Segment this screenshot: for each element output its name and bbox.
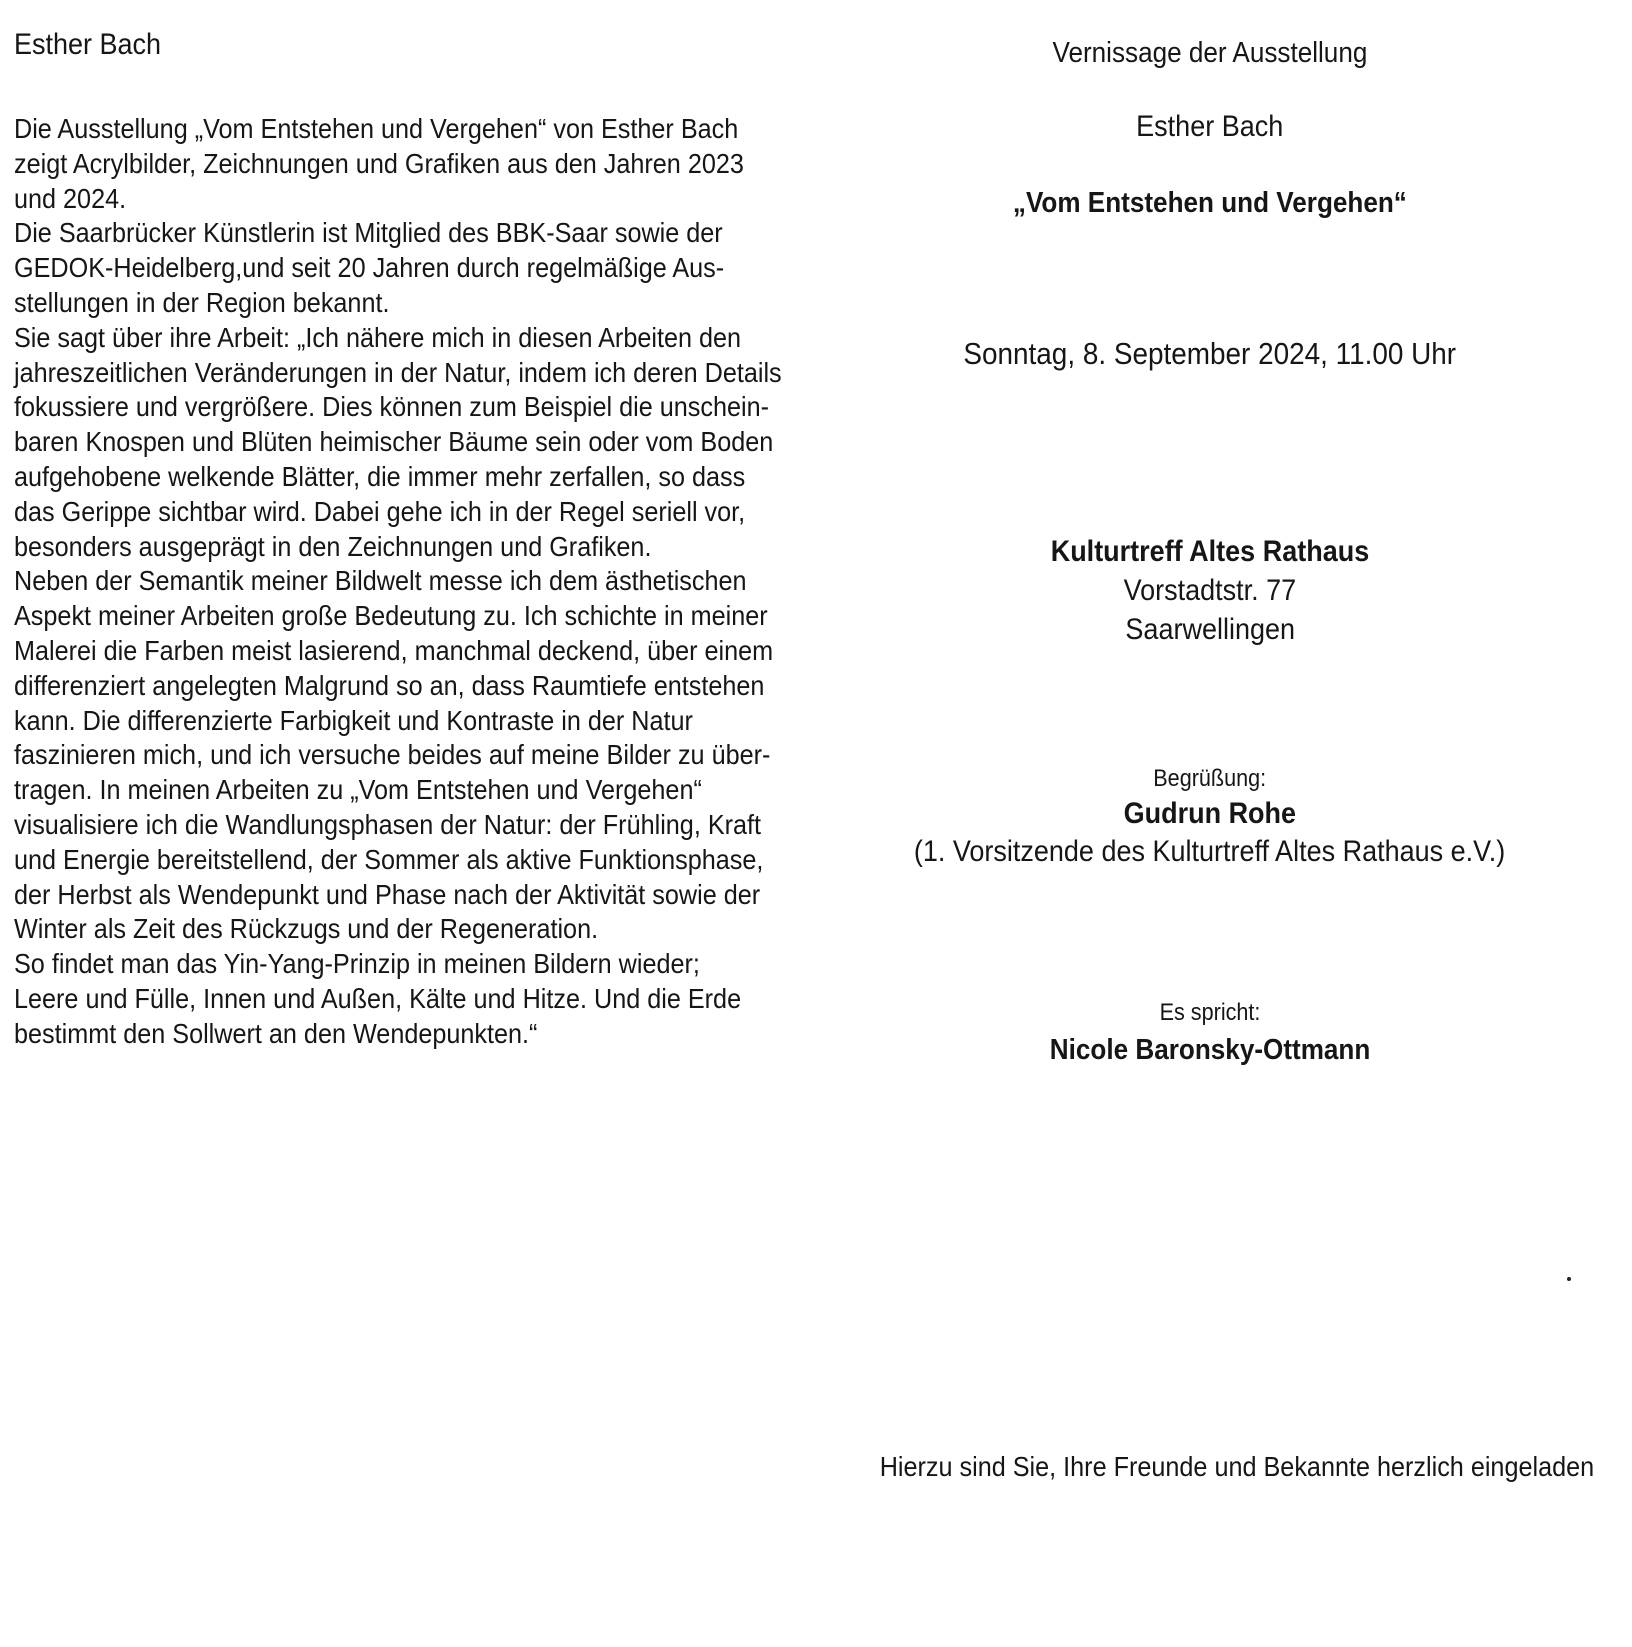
- venue-name-text: Kulturtreff Altes Rathaus: [1050, 535, 1370, 568]
- author-heading: Esther Bach: [14, 28, 162, 61]
- description-line: Leere und Fülle, Innen und Außen, Kälte und Hitze. Und die Erde: [14, 982, 742, 1014]
- venue-town: [840, 612, 1580, 648]
- greeting-label: [840, 764, 1580, 794]
- venue-street: [840, 573, 1580, 609]
- speaker-label: [840, 998, 1580, 1028]
- exhibition-title-text: „Vom Entstehen und Vergehen“: [1013, 187, 1407, 219]
- speaker-name-text: Nicole Baronsky-Ottmann: [1049, 1034, 1371, 1066]
- description-line: differenziert angelegten Malgrund so an, dass Raumtiefe entstehen: [14, 669, 765, 701]
- left-column: [14, 28, 814, 62]
- description-line: Die Saarbrücker Künstlerin ist Mitglied des BBK-Saar sowie der: [14, 217, 723, 249]
- scan-speck: [1567, 1277, 1571, 1281]
- description-line: Aspekt meiner Arbeiten große Bedeutung zu. Ich schichte in meiner: [14, 600, 768, 632]
- exhibition-description: [14, 112, 806, 1052]
- venue-name: [840, 534, 1580, 570]
- vernissage-heading: [840, 36, 1580, 70]
- greeting-label-text: Begrüßung:: [1153, 765, 1267, 792]
- description-line: Malerei die Farben meist lasierend, manchmal deckend, über einem: [14, 634, 774, 666]
- venue-street-text: Vorstadtstr. 77: [1123, 574, 1297, 607]
- description-line: aufgehobene welkende Blätter, die immer mehr zerfallen, so dass: [14, 460, 746, 492]
- description-line: Sie sagt über ihre Arbeit: „Ich nähere mich in diesen Arbeiten den: [14, 321, 742, 353]
- invitation-line: [840, 1450, 1595, 1484]
- event-date-text: Sonntag, 8. September 2024, 11.00 Uhr: [963, 336, 1457, 371]
- greeting-speaker-role: [840, 834, 1580, 870]
- description-line: fokussiere und vergrößere. Dies können zum Beispiel die unschein-: [14, 391, 770, 423]
- event-date: [840, 336, 1580, 372]
- speaker-name: [840, 1032, 1580, 1068]
- description-line: faszinieren mich, und ich versuche beides auf meine Bilder zu über-: [14, 739, 771, 771]
- description-line: tragen. In meinen Arbeiten zu „Vom Entstehen und Vergehen“: [14, 774, 702, 806]
- description-line: und 2024.: [14, 182, 127, 214]
- speaker-label-text: Es spricht:: [1159, 999, 1261, 1026]
- description-line: der Herbst als Wendepunkt und Phase nach der Aktivität sowie der: [14, 878, 761, 910]
- description-line: GEDOK-Heidelberg,und seit 20 Jahren durch regelmäßige Aus-: [14, 252, 725, 284]
- exhibition-title: [840, 186, 1580, 220]
- description-line: visualisiere ich die Wandlungsphasen der Natur: der Frühling, Kraft: [14, 808, 762, 840]
- description-line: So findet man das Yin-Yang-Prinzip in meinen Bildern wieder;: [14, 948, 700, 980]
- vernissage-text: Vernissage der Ausstellung: [1052, 37, 1368, 69]
- description-line: bestimmt den Sollwert an den Wendepunkten.“: [14, 1017, 538, 1049]
- description-line: Winter als Zeit des Rückzugs und der Regeneration.: [14, 913, 599, 945]
- description-line: besonders ausgeprägt in den Zeichnungen und Grafiken.: [14, 530, 652, 562]
- greeting-speaker-name: [840, 796, 1580, 832]
- artist-name-text: Esther Bach: [1136, 110, 1284, 143]
- description-line: stellungen in der Region bekannt.: [14, 286, 390, 318]
- artist-name: [840, 110, 1580, 144]
- greeting-speaker-name-text: Gudrun Rohe: [1123, 797, 1297, 830]
- description-line: Neben der Semantik meiner Bildwelt messe ich dem ästhetischen: [14, 565, 747, 597]
- description-line: zeigt Acrylbilder, Zeichnungen und Grafiken aus den Jahren 2023: [14, 147, 744, 179]
- greeting-speaker-role-text: (1. Vorsitzende des Kulturtreff Altes Rathaus e.V.): [914, 835, 1506, 868]
- description-line: das Gerippe sichtbar wird. Dabei gehe ich in der Regel seriell vor,: [14, 495, 746, 527]
- description-line: kann. Die differenzierte Farbigkeit und Kontraste in der Natur: [14, 704, 693, 736]
- description-line: jahreszeitlichen Veränderungen in der Natur, indem ich deren Details: [14, 356, 782, 388]
- venue-town-text: Saarwellingen: [1125, 613, 1295, 646]
- invitation-column: [840, 0, 1595, 1647]
- description-line: und Energie bereitstellend, der Sommer als aktive Funktionsphase,: [14, 843, 764, 875]
- description-line: Die Ausstellung „Vom Entstehen und Vergehen“ von Esther Bach: [14, 113, 739, 144]
- description-line: baren Knospen und Blüten heimischer Bäume sein oder vom Boden: [14, 426, 774, 458]
- invitation-line-text: Hierzu sind Sie, Ihre Freunde und Bekannte herzlich eingeladen: [879, 1451, 1595, 1482]
